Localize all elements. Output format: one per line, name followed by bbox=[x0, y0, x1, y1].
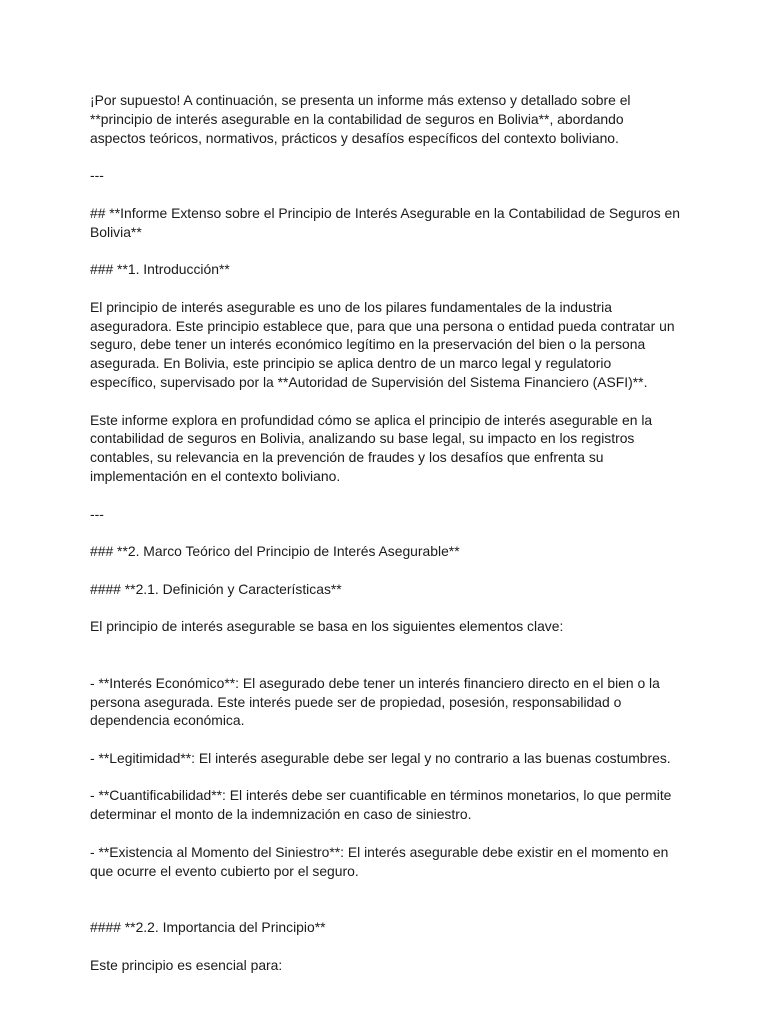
importancia-intro-paragraph: Este principio es esencial para: bbox=[90, 956, 283, 973]
document-body bbox=[90, 91, 690, 993]
separator: --- bbox=[90, 505, 104, 522]
separator: --- bbox=[90, 167, 104, 184]
introduccion-paragraph-2: Este informe explora en profundidad cómo se aplica el principio de interés asegurable en la contabilidad de seguros en Bolivia, analizando su base legal, su impacto en los registros contables, su relevancia en la prevención de fraudes y los desafíos que enfrenta su implementación en el contexto boliviano. bbox=[90, 411, 653, 484]
introduccion-paragraph-1: El principio de interés asegurable es uno de los pilares fundamentales de la industria aseguradora. Este principio establece que, para que una persona o entidad pueda contratar un seguro, debe tener un interés económico legítimo en la preservación del bien o la persona asegurada. En Bolivia, este principio se aplica dentro de un marco legal y regulatorio específico, supervisado por la **Autoridad de Supervisión del Sistema Financiero (ASFI)**. bbox=[90, 298, 675, 390]
definicion-intro-paragraph: El principio de interés asegurable se basa en los siguientes elementos clave: bbox=[90, 618, 564, 635]
subsection-heading-importancia: #### **2.2. Importancia del Principio** bbox=[90, 919, 326, 936]
elements-list bbox=[90, 655, 690, 899]
subsection-heading-definicion: #### **2.1. Definición y Características** bbox=[90, 580, 342, 597]
list-item-interes-economico: - **Interés Económico**: El asegurado debe tener un interés financiero directo en el bien o la persona asegurada. Este interés puede ser de propiedad, posesión, responsabilidad o dependencia económica. bbox=[90, 674, 660, 729]
list-item-existencia: - **Existencia al Momento del Siniestro**: El interés asegurable debe existir en el momento en que ocurre el evento cubierto por el seguro. bbox=[90, 843, 669, 879]
list-item-cuantificabilidad: - **Cuantificabilidad**: El interés debe ser cuantificable en términos monetarios, lo que permite determinar el monto de la indemnización en caso de siniestro. bbox=[90, 787, 672, 823]
report-title-heading: ## **Informe Extenso sobre el Principio de Interés Asegurable en la Contabilidad de Seguros en Bolivia** bbox=[90, 204, 680, 240]
list-item-legitimidad: - **Legitimidad**: El interés asegurable debe ser legal y no contrario a las buenas costumbres. bbox=[90, 749, 671, 766]
section-heading-introduccion: ### **1. Introducción** bbox=[90, 261, 230, 278]
intro-paragraph: ¡Por supuesto! A continuación, se presenta un informe más extenso y detallado sobre el **principio de interés asegurable en la contabilidad de seguros en Bolivia**, abordando aspectos teóricos, normativos, prácticos y desafíos específicos del contexto boliviano. bbox=[90, 92, 631, 146]
section-heading-marco-teorico: ### **2. Marco Teórico del Principio de Interés Asegurable** bbox=[90, 543, 460, 560]
